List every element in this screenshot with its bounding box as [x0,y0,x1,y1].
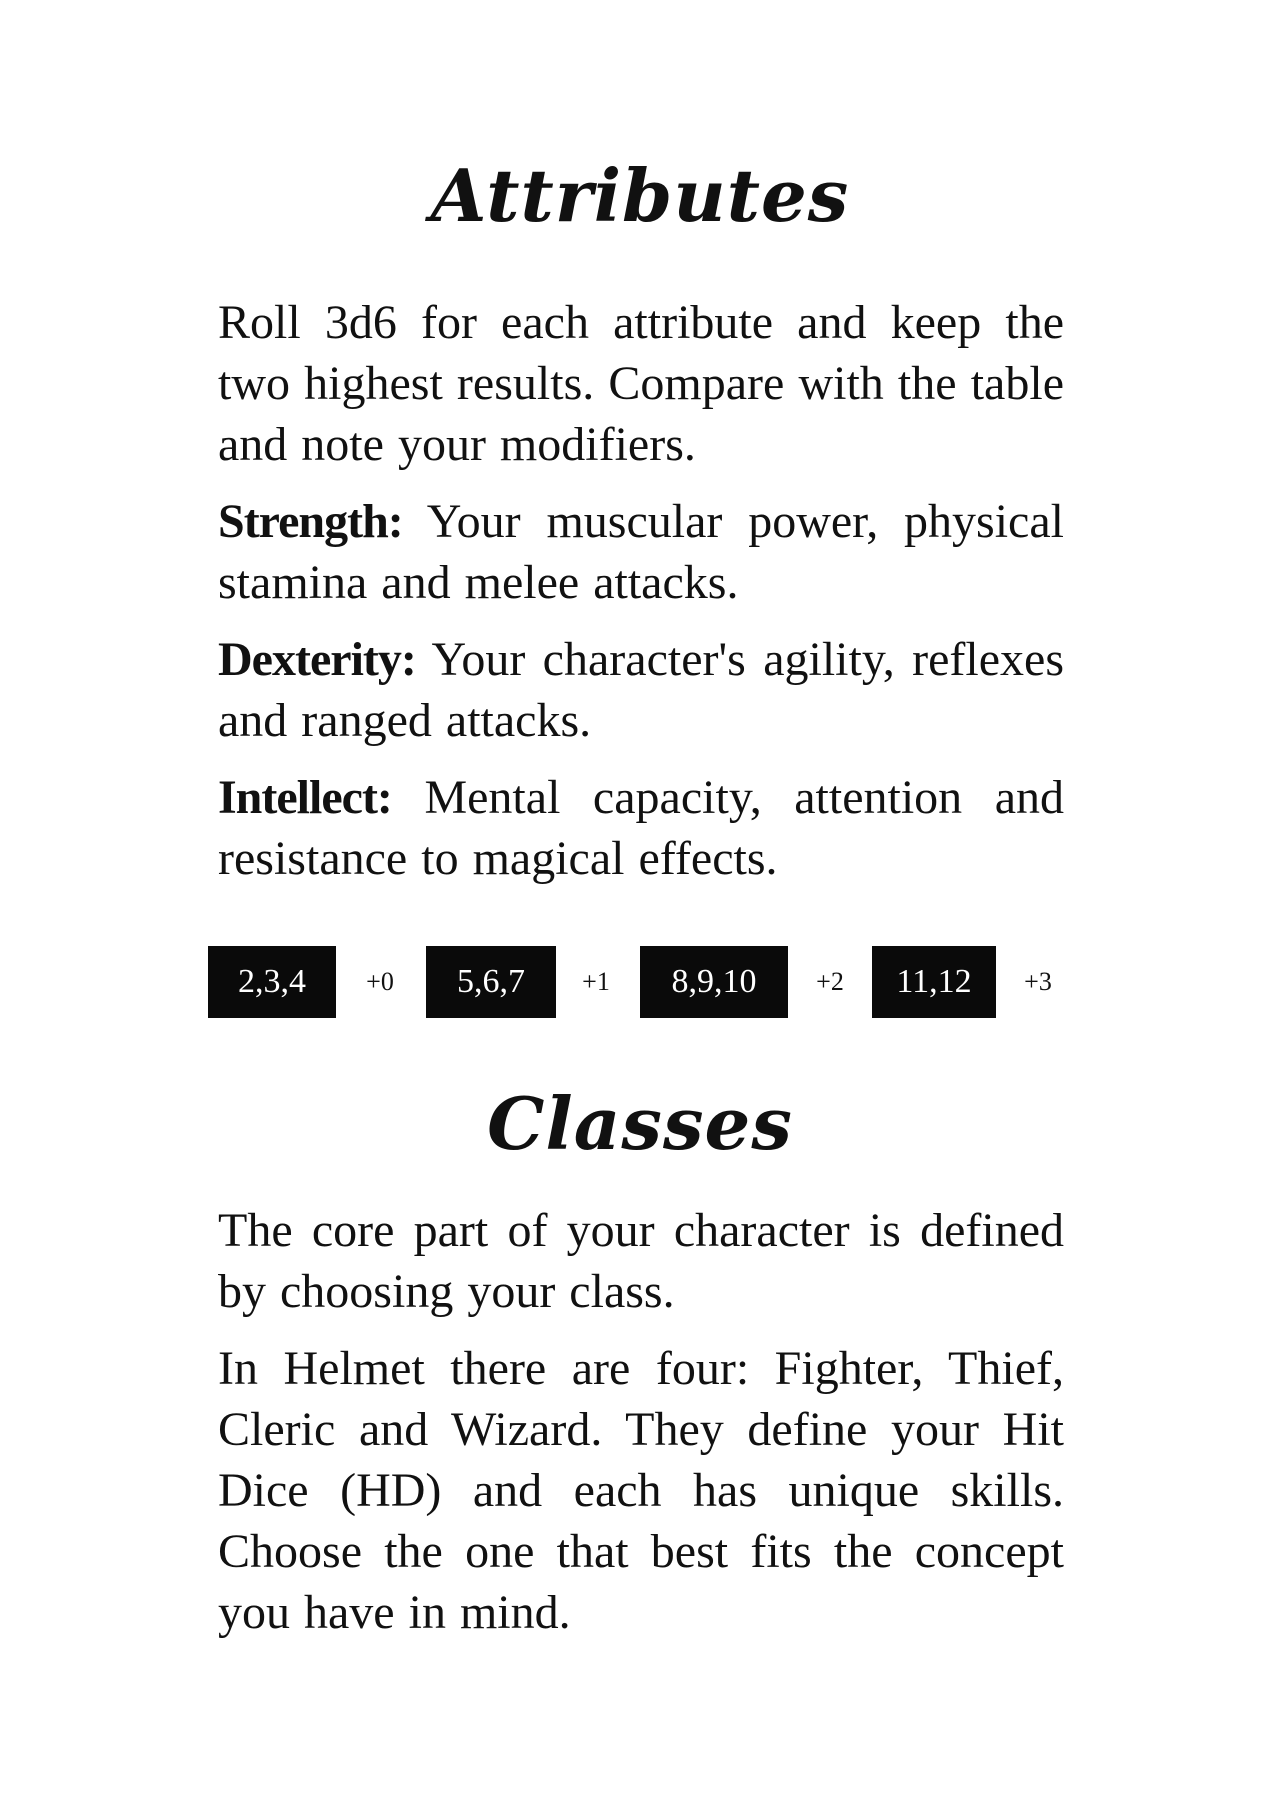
attributes-heading: Attributes [430,153,850,238]
attributes-section [218,292,1064,905]
dexterity-term: Dexterity: [218,633,416,686]
dexterity-entry [218,629,1064,751]
modifier-label: +2 [816,967,844,996]
classes-section [218,1200,1064,1659]
intellect-description: Mental capacity, attention and resistance to magical effects. [218,771,1064,885]
modifier-table [208,946,1088,1018]
classes-paragraph-2: In Helmet there are four: Fighter, Thief, Cleric and Wizard. They define your Hit Dice (HD) and each has unique skills. Choose the one that best fits the concept you have in mind. [218,1342,1064,1639]
score-range-box: 2,3,4 [208,946,336,1018]
dexterity-description: Your character's agility, reflexes and ranged attacks. [218,633,1064,747]
modifier-label: +0 [366,967,394,996]
score-range-box: 5,6,7 [426,946,556,1018]
intellect-term: Intellect: [218,771,392,824]
classes-paragraph-1: The core part of your character is defined by choosing your class. [218,1204,1064,1318]
strength-description: Your muscular power, physical stamina and melee attacks. [218,495,1064,609]
strength-entry [218,491,1064,613]
attributes-intro: Roll 3d6 for each attribute and keep the two highest results. Compare with the table and note your modifiers. [218,296,1064,471]
intellect-entry [218,767,1064,889]
modifier-label: +3 [1024,967,1052,996]
modifier-label: +1 [582,967,610,996]
classes-heading: Classes [487,1081,793,1166]
score-range-box: 11,12 [872,946,996,1018]
strength-term: Strength: [218,495,403,548]
score-range-box: 8,9,10 [640,946,788,1018]
